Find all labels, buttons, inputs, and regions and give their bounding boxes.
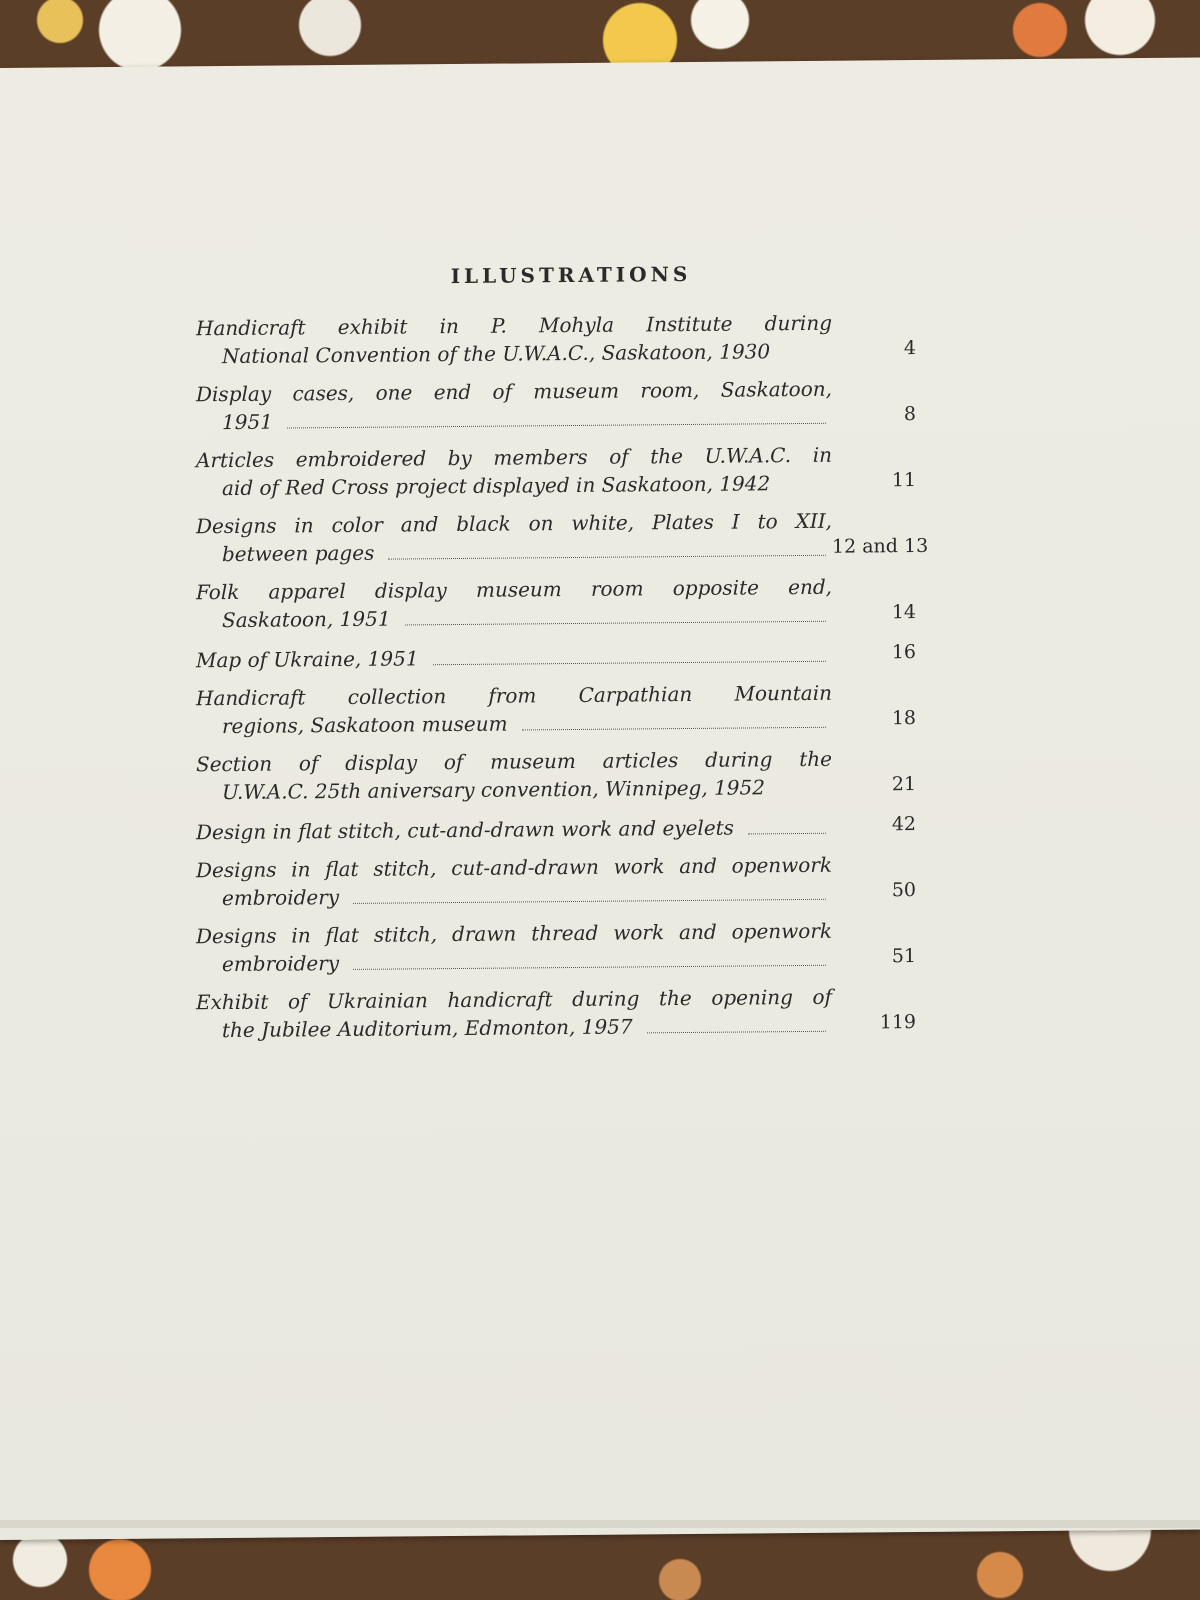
entry-line2: regions, Saskatoon museum — [222, 711, 508, 739]
dot-leader — [388, 554, 826, 560]
dot-leader — [784, 357, 826, 358]
list-item — [196, 308, 916, 370]
illustrations-list — [196, 260, 929, 1054]
page-number: 11 — [891, 469, 916, 492]
list-item — [196, 982, 916, 1044]
entry-line2: Map of Ukraine, 1951 — [196, 646, 419, 673]
dot-leader — [353, 964, 826, 970]
dot-leader — [353, 898, 826, 904]
entry-line2: 1951 — [222, 409, 273, 435]
page-heading: ILLUSTRATIONS — [450, 261, 692, 289]
page-number: 18 — [891, 707, 916, 730]
dot-leader — [779, 793, 826, 794]
dot-leader — [647, 1030, 826, 1034]
entry-line2: Design in flat stitch, cut-and-drawn work and eyelets — [196, 815, 734, 845]
page-number: 21 — [891, 773, 916, 796]
entry-line1: Display cases, one end of museum room, Saskatoon, — [196, 376, 832, 407]
entry-line2: Saskatoon, 1951 — [222, 606, 391, 633]
page-number: 8 — [903, 403, 916, 426]
list-item — [196, 916, 916, 978]
book-page — [0, 58, 1200, 1540]
entry-line1: Exhibit of Ukrainian handicraft during the opening of — [196, 984, 832, 1015]
page-number: 16 — [891, 641, 916, 664]
page-number: 42 — [891, 813, 916, 836]
entry-line2: aid of Red Cross project displayed in Saskatoon, 1942 — [222, 471, 771, 501]
page-number: 4 — [903, 337, 916, 360]
page-number: 119 — [879, 1011, 916, 1034]
list-item — [196, 506, 929, 568]
page-number: 51 — [891, 945, 916, 968]
list-item — [196, 374, 916, 436]
entry-line2: U.W.A.C. 25th aniversary convention, Winnipeg, 1952 — [222, 775, 765, 805]
page-number: 12 and 13 — [832, 534, 929, 558]
entry-line1: Handicraft collection from Carpathian Mountain — [196, 680, 832, 711]
page-number: 14 — [891, 601, 916, 624]
entry-line1: Section of display of museum articles during the — [196, 746, 832, 777]
entry-line1: Designs in flat stitch, cut-and-drawn work and openwork — [196, 852, 832, 883]
entry-line1: Articles embroidered by members of the U.W.A.C. in — [196, 442, 832, 473]
entry-line1: Folk apparel display museum room opposite end, — [196, 574, 832, 605]
entry-line1: Designs in color and black on white, Plates I to XII, — [196, 508, 832, 539]
entry-line1: Handicraft exhibit in P. Mohyla Institute during — [196, 310, 832, 341]
dot-leader — [748, 832, 826, 835]
dot-leader — [784, 489, 826, 490]
dot-leader — [405, 620, 826, 626]
dot-leader — [433, 660, 826, 665]
list-item — [196, 678, 916, 740]
list-item — [196, 440, 916, 502]
list-item — [196, 744, 916, 806]
entry-line2: the Jubilee Auditorium, Edmonton, 1957 — [222, 1014, 633, 1043]
entry-line1: Designs in flat stitch, drawn thread work and openwork — [196, 918, 832, 949]
list-item — [196, 810, 916, 846]
entry-line2: National Convention of the U.W.A.C., Saskatoon, 1930 — [222, 339, 771, 369]
dot-leader — [287, 422, 826, 429]
list-item — [196, 572, 916, 634]
list-item — [196, 850, 916, 912]
page-edge — [0, 1520, 1200, 1528]
entry-line2: embroidery — [222, 885, 340, 911]
entry-line2: embroidery — [222, 951, 340, 977]
page-number: 50 — [891, 879, 916, 902]
entry-line2: between pages — [222, 540, 375, 567]
dot-leader — [522, 726, 826, 731]
list-item — [196, 638, 916, 674]
